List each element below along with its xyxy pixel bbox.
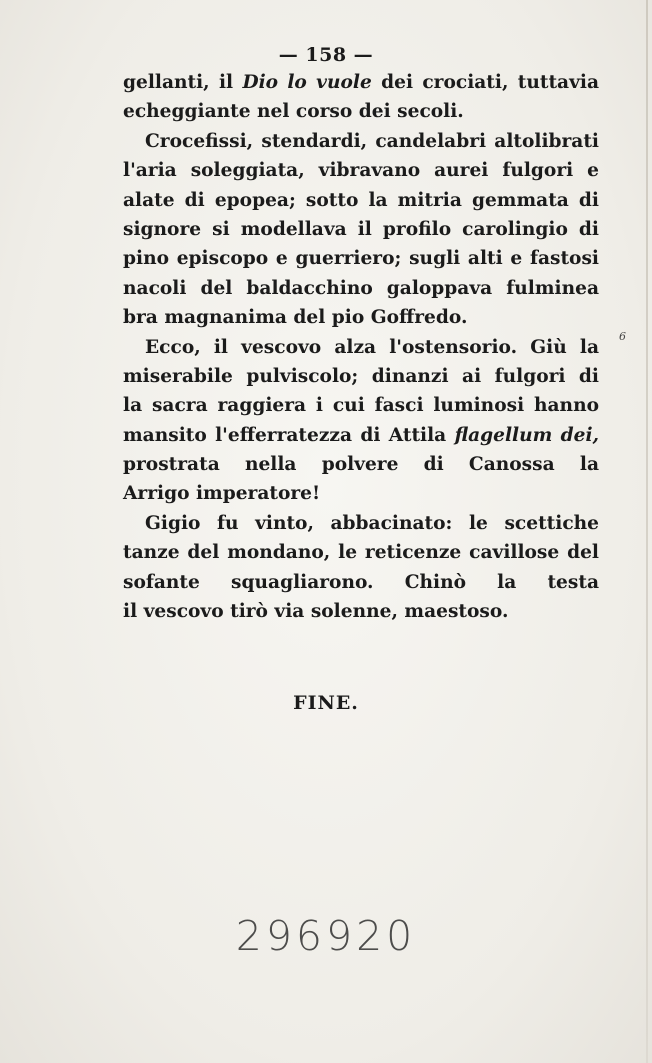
margin-note: 6 [619, 330, 626, 343]
text-line [123, 68, 599, 97]
text-run: mansito l'efferratezza di Attila [123, 424, 455, 446]
text-line [123, 509, 599, 538]
text-run: echeggiante nel corso dei secoli. [123, 101, 464, 123]
page-number: — 158 — [278, 44, 374, 66]
italic-phrase: Dio lo vuole [242, 72, 372, 93]
text-line [123, 333, 599, 362]
text-run: bra magnanima del pio Goffredo. [123, 307, 468, 329]
text-line [123, 156, 599, 185]
text-line [123, 450, 599, 479]
italic-phrase: flagellum dei, [454, 424, 599, 446]
text-run: pino episcopo e guerriero; sugli alti e fastosi [123, 248, 599, 270]
text-run: nacoli del baldacchino galoppava fulminea [123, 277, 599, 299]
text-run: alate di epopea; sotto la mitria gemmata di [123, 189, 599, 211]
end-label: FINE. [293, 692, 359, 714]
text-run: sofante squagliarono. Chinò la testa [123, 571, 599, 593]
library-stamp-number: 296920 [235, 912, 417, 960]
text-run: dei crociati, tuttavia [371, 72, 599, 93]
text-run: la sacra raggiera i cui fasci luminosi hanno [123, 395, 599, 417]
text-line [123, 186, 599, 215]
text-run: prostrata nella polvere di Canossa la [123, 454, 599, 476]
text-line [123, 244, 599, 273]
text-line [123, 597, 599, 626]
text-line [123, 215, 599, 244]
text-run: Gigio fu vinto, abbacinato: le scettiche [145, 512, 599, 534]
text-line [123, 303, 599, 332]
text-run: gellanti, il [123, 72, 243, 93]
text-run: l'aria soleggiata, vibravano aurei fulgori e [123, 160, 599, 182]
text-run: Ecco, il vescovo alza l'ostensorio. Giù la [145, 336, 599, 358]
text-line [123, 274, 599, 303]
text-run: il vescovo tirò via solenne, maestoso. [123, 601, 509, 623]
text-line [123, 391, 599, 420]
text-run: signore si modellava il profilo carolingio di [123, 218, 599, 240]
text-line [123, 97, 599, 126]
text-run: Crocefissi, stendardi, candelabri altolibrati [145, 130, 599, 152]
text-line [123, 479, 599, 508]
text-run: tanze del mondano, le reticenze cavillose del [123, 542, 599, 564]
text-run: Arrigo imperatore! [123, 483, 321, 505]
text-line [123, 568, 599, 597]
text-line [123, 362, 599, 391]
text-line [123, 538, 599, 567]
page-edge [646, 0, 648, 1063]
text-line [123, 421, 599, 450]
text-line [123, 127, 599, 156]
body-text [123, 68, 599, 626]
text-run: miserabile pulviscolo; dinanzi ai fulgori di [123, 365, 599, 387]
